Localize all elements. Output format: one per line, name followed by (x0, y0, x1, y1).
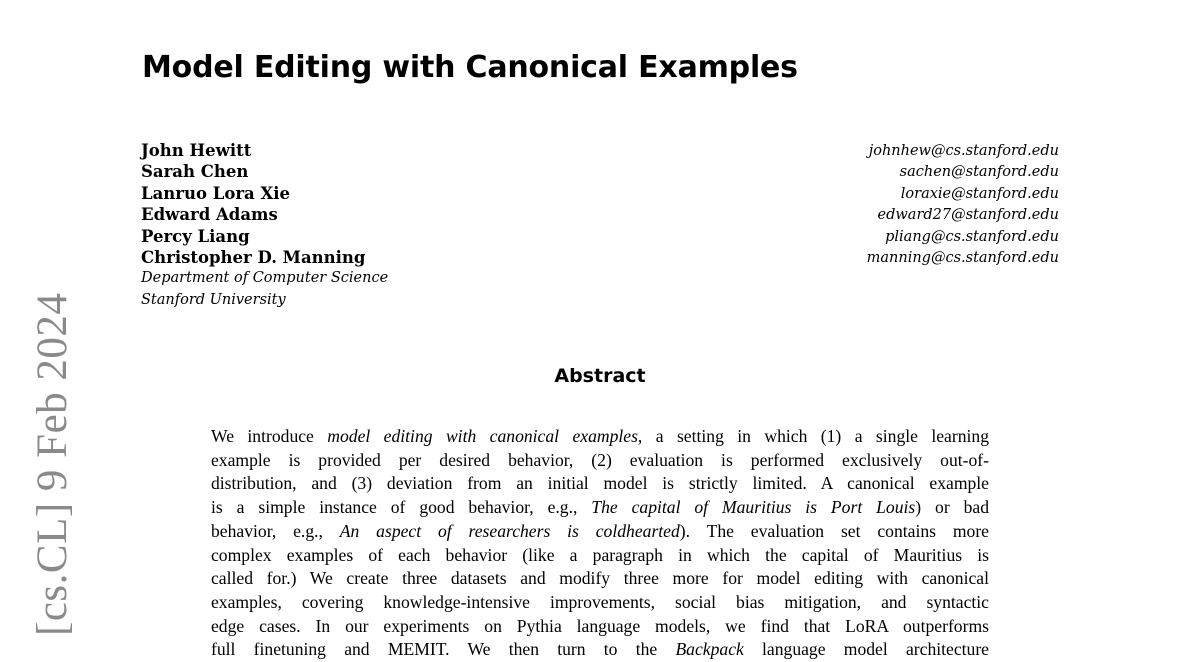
abstract-line (211, 472, 989, 496)
abstract-line (211, 638, 989, 662)
abstract-line (211, 496, 989, 520)
author-name: Edward Adams (141, 205, 278, 225)
affiliation-institution: Stanford University (141, 291, 286, 308)
abstract-line (211, 591, 989, 615)
abstract-body (211, 425, 989, 662)
abstract-text: full finetuning and MEMIT. We then turn to the (211, 639, 676, 660)
abstract-text: language model architecture (743, 639, 989, 660)
abstract-line (211, 449, 989, 473)
abstract-line (211, 520, 989, 544)
author-email[interactable]: loraxie@stanford.edu (900, 185, 1059, 202)
author-email[interactable]: edward27@stanford.edu (877, 207, 1059, 224)
abstract-text: example is provided per desired behavior, (2) evaluation is performed exclusively out-of- (211, 449, 989, 470)
abstract-line (211, 567, 989, 591)
author-name: Percy Liang (141, 226, 250, 246)
abstract-text: behavior, e.g., (211, 520, 340, 541)
author-email[interactable]: pliang@cs.stanford.edu (885, 228, 1059, 245)
email-block (867, 141, 1059, 269)
author-block (141, 140, 388, 311)
abstract-text: ) or bad (915, 497, 989, 518)
abstract-italic-text: The capital of Mauritius is Port Louis (591, 497, 916, 518)
paper-title: Model Editing with Canonical Examples (142, 50, 798, 85)
abstract-text: , a setting in which (1) a single learning (637, 426, 989, 446)
abstract-line (211, 544, 989, 568)
abstract-italic-text: An aspect of researchers is coldhearted (339, 520, 680, 541)
abstract-text: distribution, and (3) deviation from an initial model is strictly limited. A canonical example (211, 473, 989, 494)
abstract-text: ). The evaluation set contains more (679, 520, 989, 541)
author-email[interactable]: manning@cs.stanford.edu (866, 250, 1059, 267)
arxiv-side-stamp: [cs.CL] 9 Feb 2024 (29, 292, 76, 636)
abstract-text: called for.) We create three datasets and modify three more for model editing with canonical (211, 568, 989, 589)
abstract-text: examples, covering knowledge-intensive improvements, social bias mitigation, and syntactic (211, 591, 989, 612)
author-email[interactable]: sachen@stanford.edu (899, 164, 1059, 181)
abstract-text: edge cases. In our experiments on Pythia language models, we find that LoRA outperforms (211, 615, 989, 636)
author-email[interactable]: johnhew@cs.stanford.edu (868, 143, 1059, 159)
abstract-line (211, 425, 989, 449)
affiliation-department: Department of Computer Science (141, 270, 389, 287)
author-name: John Hewitt (141, 141, 252, 160)
abstract-text: We introduce (211, 426, 328, 446)
abstract-italic-text: model editing with canonical examples (327, 426, 638, 446)
author-name: Lanruo Lora Xie (141, 183, 291, 203)
abstract-italic-text: Backpack (675, 639, 744, 660)
abstract-text: complex examples of each behavior (like a paragraph in which the capital of Mauritius is (211, 544, 989, 565)
abstract-heading: Abstract (554, 365, 646, 387)
abstract-text: is a simple instance of good behavior, e.g., (211, 497, 592, 518)
abstract-line (211, 615, 989, 639)
author-name: Christopher D. Manning (141, 248, 366, 268)
author-name: Sarah Chen (141, 162, 249, 182)
